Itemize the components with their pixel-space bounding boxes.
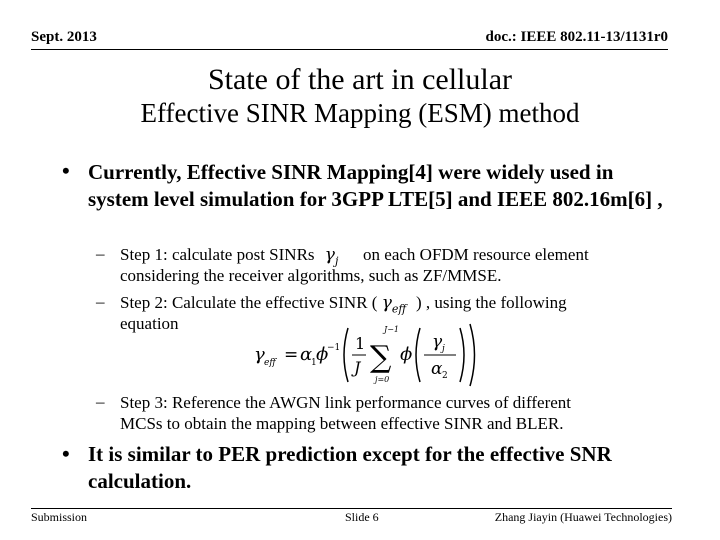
eq-left-paren — [344, 328, 348, 382]
eq-inner-right-paren — [460, 328, 464, 382]
eq-sum-lower: j=0 — [375, 375, 390, 384]
eq-sum-upper: J−1 — [384, 325, 399, 334]
footer-author: Zhang Jiayin (Huawei Technologies) — [494, 510, 672, 524]
gamma-eff-symbol: $\gamma_{eff}$ — [381, 293, 407, 316]
esm-equation — [254, 322, 478, 388]
slide-subtitle: Effective SINR Mapping (ESM) method — [140, 98, 580, 128]
eq-inner-left-paren — [416, 328, 420, 382]
eq-phi: ϕ — [316, 344, 329, 365]
eq-right-paren — [470, 324, 475, 386]
eq-one: 1 — [355, 334, 366, 353]
eq-gamma-j: γ — [432, 332, 443, 352]
eq-J: J — [354, 358, 361, 377]
step-1-dash: – — [96, 244, 105, 263]
footer-submission: Submission — [31, 510, 88, 524]
slide-title: State of the art in cellular — [207, 63, 513, 96]
eq-eff: eff — [264, 358, 276, 368]
eq-alpha-2: α — [431, 359, 443, 379]
eq-alpha-sub-1: 1 — [311, 358, 317, 368]
step-2-dash: – — [96, 292, 105, 311]
step-1-text-b: on each OFDM resource element — [363, 245, 589, 264]
step-3-text-b: MCSs to obtain the mapping between effective SINR and BLER. — [120, 414, 564, 433]
step-1-text-a: Step 1: calculate post SINRs — [120, 245, 315, 264]
step-2-text-a: Step 2: Calculate the effective SINR ( — [120, 293, 378, 312]
gamma-j-symbol: $\gamma_j$ — [324, 245, 339, 268]
eq-alpha-sub-2: 2 — [442, 371, 448, 381]
footer-rule — [31, 508, 672, 509]
step-2-text-c: equation — [120, 314, 179, 333]
header-rule — [31, 49, 668, 50]
eq-gamma: γ — [254, 344, 265, 365]
bullet-marker-2: • — [62, 441, 70, 466]
eq-equals: = — [284, 345, 299, 365]
footer-slide-number: Slide 6 — [345, 510, 379, 524]
eq-sum: ∑ — [370, 340, 392, 375]
step-2-text-b: ) , using the following — [415, 293, 567, 312]
step-2-line-1 — [120, 292, 567, 319]
eq-inverse: −1 — [327, 343, 341, 353]
bullet-text-1: Currently, Effective SINR Mapping[4] were widely used in system level simulation for 3GPP LTE[5] and IEEE 802.16m[6] , — [88, 160, 663, 211]
eq-gamma-j-sub: j — [442, 344, 445, 354]
bullet-text-2: It is similar to PER prediction except for the effective SNR calculation. — [88, 442, 612, 493]
bullet-marker-1: • — [62, 158, 70, 183]
step-1-text-c: considering the receiver algorithms, such as ZF/MMSE. — [120, 266, 502, 285]
header-doc-id: doc.: IEEE 802.11-13/1131r0 — [485, 29, 668, 45]
step-3-text-a: Step 3: Reference the AWGN link performance curves of different — [120, 393, 572, 412]
eq-alpha: α — [300, 344, 313, 365]
header-date: Sept. 2013 — [31, 29, 97, 45]
step-3-dash: – — [96, 392, 105, 411]
eq-phi-2: ϕ — [400, 344, 413, 365]
